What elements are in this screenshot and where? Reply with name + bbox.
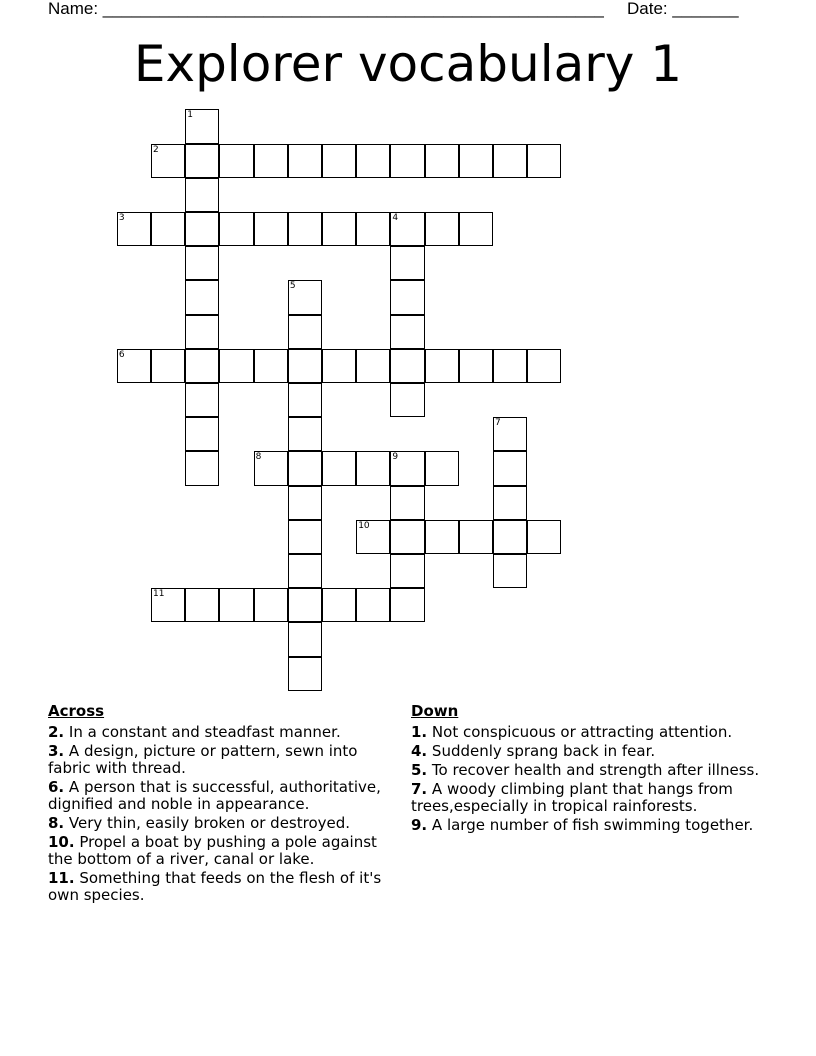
clue-across-8 bbox=[48, 815, 398, 832]
grid-cell[interactable] bbox=[322, 212, 356, 246]
grid-cell[interactable] bbox=[493, 520, 527, 554]
grid-cell[interactable] bbox=[390, 451, 424, 485]
page-title: Explorer vocabulary 1 bbox=[133, 35, 683, 93]
grid-cell[interactable] bbox=[288, 520, 322, 554]
grid-cell[interactable] bbox=[356, 212, 390, 246]
grid-cell[interactable] bbox=[185, 383, 219, 417]
cell-number: 1 bbox=[187, 110, 193, 121]
grid-cell[interactable] bbox=[185, 280, 219, 314]
grid-cell[interactable] bbox=[390, 588, 424, 622]
grid-cell[interactable] bbox=[322, 349, 356, 383]
cell-number: 2 bbox=[153, 144, 159, 155]
grid-cell[interactable] bbox=[288, 588, 322, 622]
grid-cell[interactable] bbox=[459, 212, 493, 246]
grid-cell[interactable] bbox=[254, 144, 288, 178]
grid-cell[interactable] bbox=[356, 451, 390, 485]
name-label: Name: _____________________________________________________ bbox=[48, 0, 604, 18]
grid-cell[interactable] bbox=[356, 144, 390, 178]
grid-cell[interactable] bbox=[322, 451, 356, 485]
grid-cell[interactable] bbox=[151, 588, 185, 622]
grid-cell[interactable] bbox=[288, 315, 322, 349]
grid-cell[interactable] bbox=[254, 349, 288, 383]
grid-cell[interactable] bbox=[254, 212, 288, 246]
grid-cell[interactable] bbox=[185, 109, 219, 143]
clue-text: A design, picture or pattern, sewn into fabric with thread. bbox=[48, 742, 358, 777]
grid-cell[interactable] bbox=[493, 451, 527, 485]
grid-cell[interactable] bbox=[185, 451, 219, 485]
grid-cell[interactable] bbox=[322, 144, 356, 178]
grid-cell[interactable] bbox=[356, 349, 390, 383]
grid-cell[interactable] bbox=[425, 451, 459, 485]
grid-cell[interactable] bbox=[185, 588, 219, 622]
grid-cell[interactable] bbox=[390, 383, 424, 417]
grid-cell[interactable] bbox=[288, 349, 322, 383]
grid-cell[interactable] bbox=[185, 144, 219, 178]
grid-cell[interactable] bbox=[254, 451, 288, 485]
grid-cell[interactable] bbox=[390, 349, 424, 383]
grid-cell[interactable] bbox=[390, 486, 424, 520]
cell-number: 8 bbox=[255, 452, 262, 463]
cell-number: 5 bbox=[289, 281, 296, 292]
clue-number: 11. bbox=[48, 869, 75, 887]
grid-cell[interactable] bbox=[527, 144, 561, 178]
clue-text: In a constant and steadfast manner. bbox=[68, 723, 341, 741]
clue-text: A person that is successful, authoritative, dignified and noble in appearance. bbox=[48, 778, 381, 813]
clue-text: A woody climbing plant that hangs from trees,especially in tropical rainforests. bbox=[411, 780, 733, 815]
grid-cell[interactable] bbox=[151, 144, 185, 178]
clue-across-6 bbox=[48, 779, 398, 813]
across-clues bbox=[48, 702, 398, 906]
grid-cell[interactable] bbox=[425, 144, 459, 178]
clue-number: 1. bbox=[411, 723, 428, 741]
clue-text: Very thin, easily broken or destroyed. bbox=[68, 814, 351, 832]
grid-cell[interactable] bbox=[288, 486, 322, 520]
clue-down-5 bbox=[411, 762, 776, 779]
grid-cell[interactable] bbox=[219, 349, 253, 383]
grid-cell[interactable] bbox=[288, 280, 322, 314]
clue-text: Propel a boat by pushing a pole against the bottom of a river, canal or lake. bbox=[48, 833, 377, 868]
grid-cell[interactable] bbox=[459, 349, 493, 383]
clue-across-11 bbox=[48, 870, 398, 904]
cell-number: 6 bbox=[118, 349, 125, 360]
grid-cell[interactable] bbox=[288, 212, 322, 246]
cell-number: 11 bbox=[153, 589, 165, 600]
clue-number: 10. bbox=[48, 833, 75, 851]
grid-cell[interactable] bbox=[459, 144, 493, 178]
grid-cell[interactable] bbox=[219, 144, 253, 178]
cell-number: 3 bbox=[118, 212, 125, 223]
grid-cell[interactable] bbox=[288, 622, 322, 656]
down-heading: Down bbox=[411, 702, 459, 720]
grid-cell[interactable] bbox=[185, 212, 219, 246]
grid-cell[interactable] bbox=[390, 315, 424, 349]
grid-cell[interactable] bbox=[493, 486, 527, 520]
date-label: Date: _______ bbox=[627, 0, 739, 18]
grid-cell[interactable] bbox=[117, 349, 151, 383]
grid-cell[interactable] bbox=[425, 349, 459, 383]
grid-cell[interactable] bbox=[390, 246, 424, 280]
clue-down-4 bbox=[411, 743, 776, 760]
grid-cell[interactable] bbox=[493, 144, 527, 178]
grid-cell[interactable] bbox=[390, 280, 424, 314]
clue-number: 3. bbox=[48, 742, 65, 760]
grid-cell[interactable] bbox=[151, 212, 185, 246]
grid-cell[interactable] bbox=[185, 178, 219, 212]
clue-number: 8. bbox=[48, 814, 65, 832]
grid-cell[interactable] bbox=[425, 212, 459, 246]
grid-cell[interactable] bbox=[390, 144, 424, 178]
grid-cell[interactable] bbox=[493, 417, 527, 451]
clue-number: 6. bbox=[48, 778, 65, 796]
clue-number: 5. bbox=[411, 761, 428, 779]
grid-cell[interactable] bbox=[117, 212, 151, 246]
grid-cell[interactable] bbox=[219, 212, 253, 246]
grid-cell[interactable] bbox=[493, 349, 527, 383]
grid-cell[interactable] bbox=[288, 554, 322, 588]
clue-number: 4. bbox=[411, 742, 428, 760]
grid-cell[interactable] bbox=[288, 383, 322, 417]
cell-number: 4 bbox=[392, 212, 399, 223]
clue-text: To recover health and strength after illness. bbox=[431, 761, 760, 779]
clue-across-2 bbox=[48, 724, 398, 741]
grid-cell[interactable] bbox=[288, 451, 322, 485]
grid-cell[interactable] bbox=[288, 144, 322, 178]
grid-cell[interactable] bbox=[254, 588, 288, 622]
grid-cell[interactable] bbox=[390, 554, 424, 588]
grid-cell[interactable] bbox=[288, 657, 322, 691]
clue-down-1 bbox=[411, 724, 776, 741]
grid-cell[interactable] bbox=[493, 554, 527, 588]
cell-number: 7 bbox=[495, 418, 501, 429]
grid-cell[interactable] bbox=[322, 588, 356, 622]
grid-cell[interactable] bbox=[527, 349, 561, 383]
clue-down-7 bbox=[411, 781, 776, 815]
clue-number: 2. bbox=[48, 723, 65, 741]
grid-cell[interactable] bbox=[185, 417, 219, 451]
across-heading: Across bbox=[48, 702, 105, 720]
clue-across-10 bbox=[48, 834, 398, 868]
cell-number: 9 bbox=[392, 452, 399, 463]
clue-text: Suddenly sprang back in fear. bbox=[431, 742, 656, 760]
grid-cell[interactable] bbox=[356, 520, 390, 554]
grid-cell[interactable] bbox=[185, 315, 219, 349]
grid-cell[interactable] bbox=[390, 520, 424, 554]
clue-number: 7. bbox=[411, 780, 428, 798]
clue-down-9 bbox=[411, 817, 776, 834]
grid-cell[interactable] bbox=[390, 212, 424, 246]
grid-cell[interactable] bbox=[425, 520, 459, 554]
grid-cell[interactable] bbox=[185, 246, 219, 280]
cell-number: 10 bbox=[358, 520, 370, 531]
grid-cell[interactable] bbox=[527, 520, 561, 554]
clue-text: Not conspicuous or attracting attention. bbox=[431, 723, 733, 741]
clue-text: A large number of fish swimming together. bbox=[431, 816, 754, 834]
clue-across-3 bbox=[48, 743, 398, 777]
grid-cell[interactable] bbox=[219, 588, 253, 622]
grid-cell[interactable] bbox=[288, 417, 322, 451]
grid-cell[interactable] bbox=[185, 349, 219, 383]
grid-cell[interactable] bbox=[459, 520, 493, 554]
clue-text: Something that feeds on the flesh of it's own species. bbox=[48, 869, 382, 904]
grid-cell[interactable] bbox=[356, 588, 390, 622]
down-clues bbox=[411, 702, 776, 836]
grid-cell[interactable] bbox=[151, 349, 185, 383]
clue-number: 9. bbox=[411, 816, 428, 834]
